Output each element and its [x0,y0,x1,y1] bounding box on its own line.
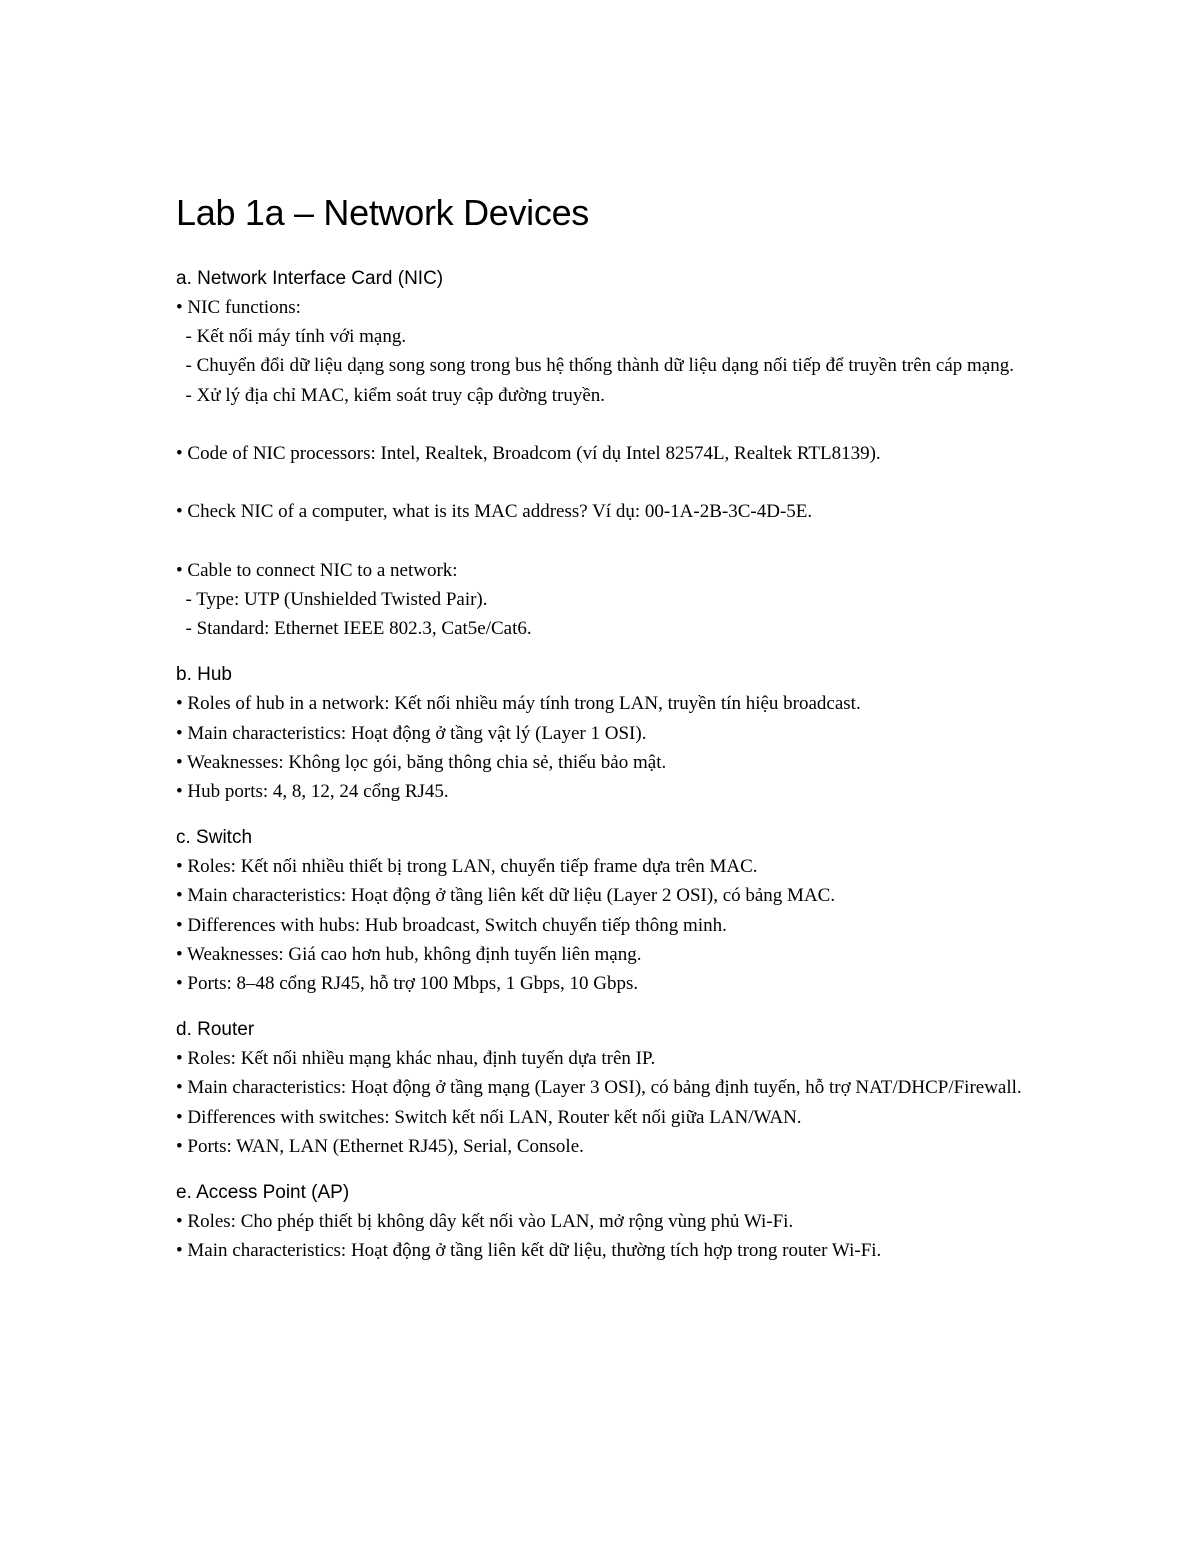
section-switch [176,823,1036,998]
section-heading-switch: c. Switch [176,827,253,849]
hub-weaknesses-line: • Weaknesses: Không lọc gói, băng thông chia sẻ, thiếu bảo mật. [176,751,667,773]
switch-weaknesses-line: • Weaknesses: Giá cao hơn hub, không định tuyến liên mạng. [176,943,642,965]
section-heading-nic: a. Network Interface Card (NIC) [176,268,444,289]
page-title: Lab 1a – Network Devices [176,192,590,233]
nic-function-connect: - Kết nối máy tính với mạng. [176,326,407,348]
nic-function-mac: - Xử lý địa chỉ MAC, kiểm soát truy cập đường truyền. [176,384,606,406]
blank-line [176,527,1036,556]
switch-differences-line: • Differences with hubs: Hub broadcast, Switch chuyển tiếp thông minh. [176,914,727,936]
nic-mac-address-line: • Check NIC of a computer, what is its MAC address? Ví dụ: 00-1A-2B-3C-4D-5E. [176,501,813,523]
nic-cable-standard: - Standard: Ethernet IEEE 802.3, Cat5e/Cat6. [176,618,532,640]
router-ports-line: • Ports: WAN, LAN (Ethernet RJ45), Serial, Console. [176,1135,584,1157]
ap-characteristics-line: • Main characteristics: Hoạt động ở tầng liên kết dữ liệu, thường tích hợp trong router Wi-Fi. [176,1240,882,1262]
nic-cable-line: • Cable to connect NIC to a network: [176,559,458,581]
section-heading-hub: b. Hub [176,664,232,686]
hub-characteristics-line: • Main characteristics: Hoạt động ở tầng vật lý (Layer 1 OSI). [176,722,647,744]
section-heading-router: d. Router [176,1019,255,1041]
blank-line [176,410,1036,439]
section-heading-ap: e. Access Point (AP) [176,1182,350,1204]
hub-roles-line: • Roles of hub in a network: Kết nối nhiều máy tính trong LAN, truyền tín hiệu broadcast. [176,693,861,715]
switch-roles-line: • Roles: Kết nối nhiều thiết bị trong LAN, chuyển tiếp frame dựa trên MAC. [176,856,758,878]
router-characteristics-line: • Main characteristics: Hoạt động ở tầng mạng (Layer 3 OSI), có bảng định tuyến, hỗ trợ NAT/DHCP/Firewall. [176,1077,1022,1099]
nic-function-convert: - Chuyển đổi dữ liệu dạng song song trong bus hệ thống thành dữ liệu dạng nối tiếp để truyền trên cáp mạng. [176,355,1014,377]
nic-cable-type: - Type: UTP (Unshielded Twisted Pair). [176,588,488,610]
section-ap [176,1178,1036,1265]
hub-ports-line: • Hub ports: 4, 8, 12, 24 cổng RJ45. [176,781,449,802]
section-router [176,1015,1036,1161]
switch-characteristics-line: • Main characteristics: Hoạt động ở tầng liên kết dữ liệu (Layer 2 OSI), có bảng MAC. [176,885,836,907]
document-page [176,190,1036,1282]
nic-processors-line: • Code of NIC processors: Intel, Realtek, Broadcom (ví dụ Intel 82574L, Realtek RTL8139). [176,443,881,464]
router-roles-line: • Roles: Kết nối nhiều mạng khác nhau, định tuyến dựa trên IP. [176,1048,656,1070]
section-nic [176,264,1036,643]
section-hub [176,660,1036,806]
nic-functions-line: • NIC functions: [176,297,301,318]
blank-line [176,468,1036,497]
switch-ports-line: • Ports: 8–48 cổng RJ45, hỗ trợ 100 Mbps, 1 Gbps, 10 Gbps. [176,973,639,995]
router-differences-line: • Differences with switches: Switch kết nối LAN, Router kết nối giữa LAN/WAN. [176,1106,802,1128]
ap-roles-line: • Roles: Cho phép thiết bị không dây kết nối vào LAN, mở rộng vùng phủ Wi-Fi. [176,1211,794,1233]
